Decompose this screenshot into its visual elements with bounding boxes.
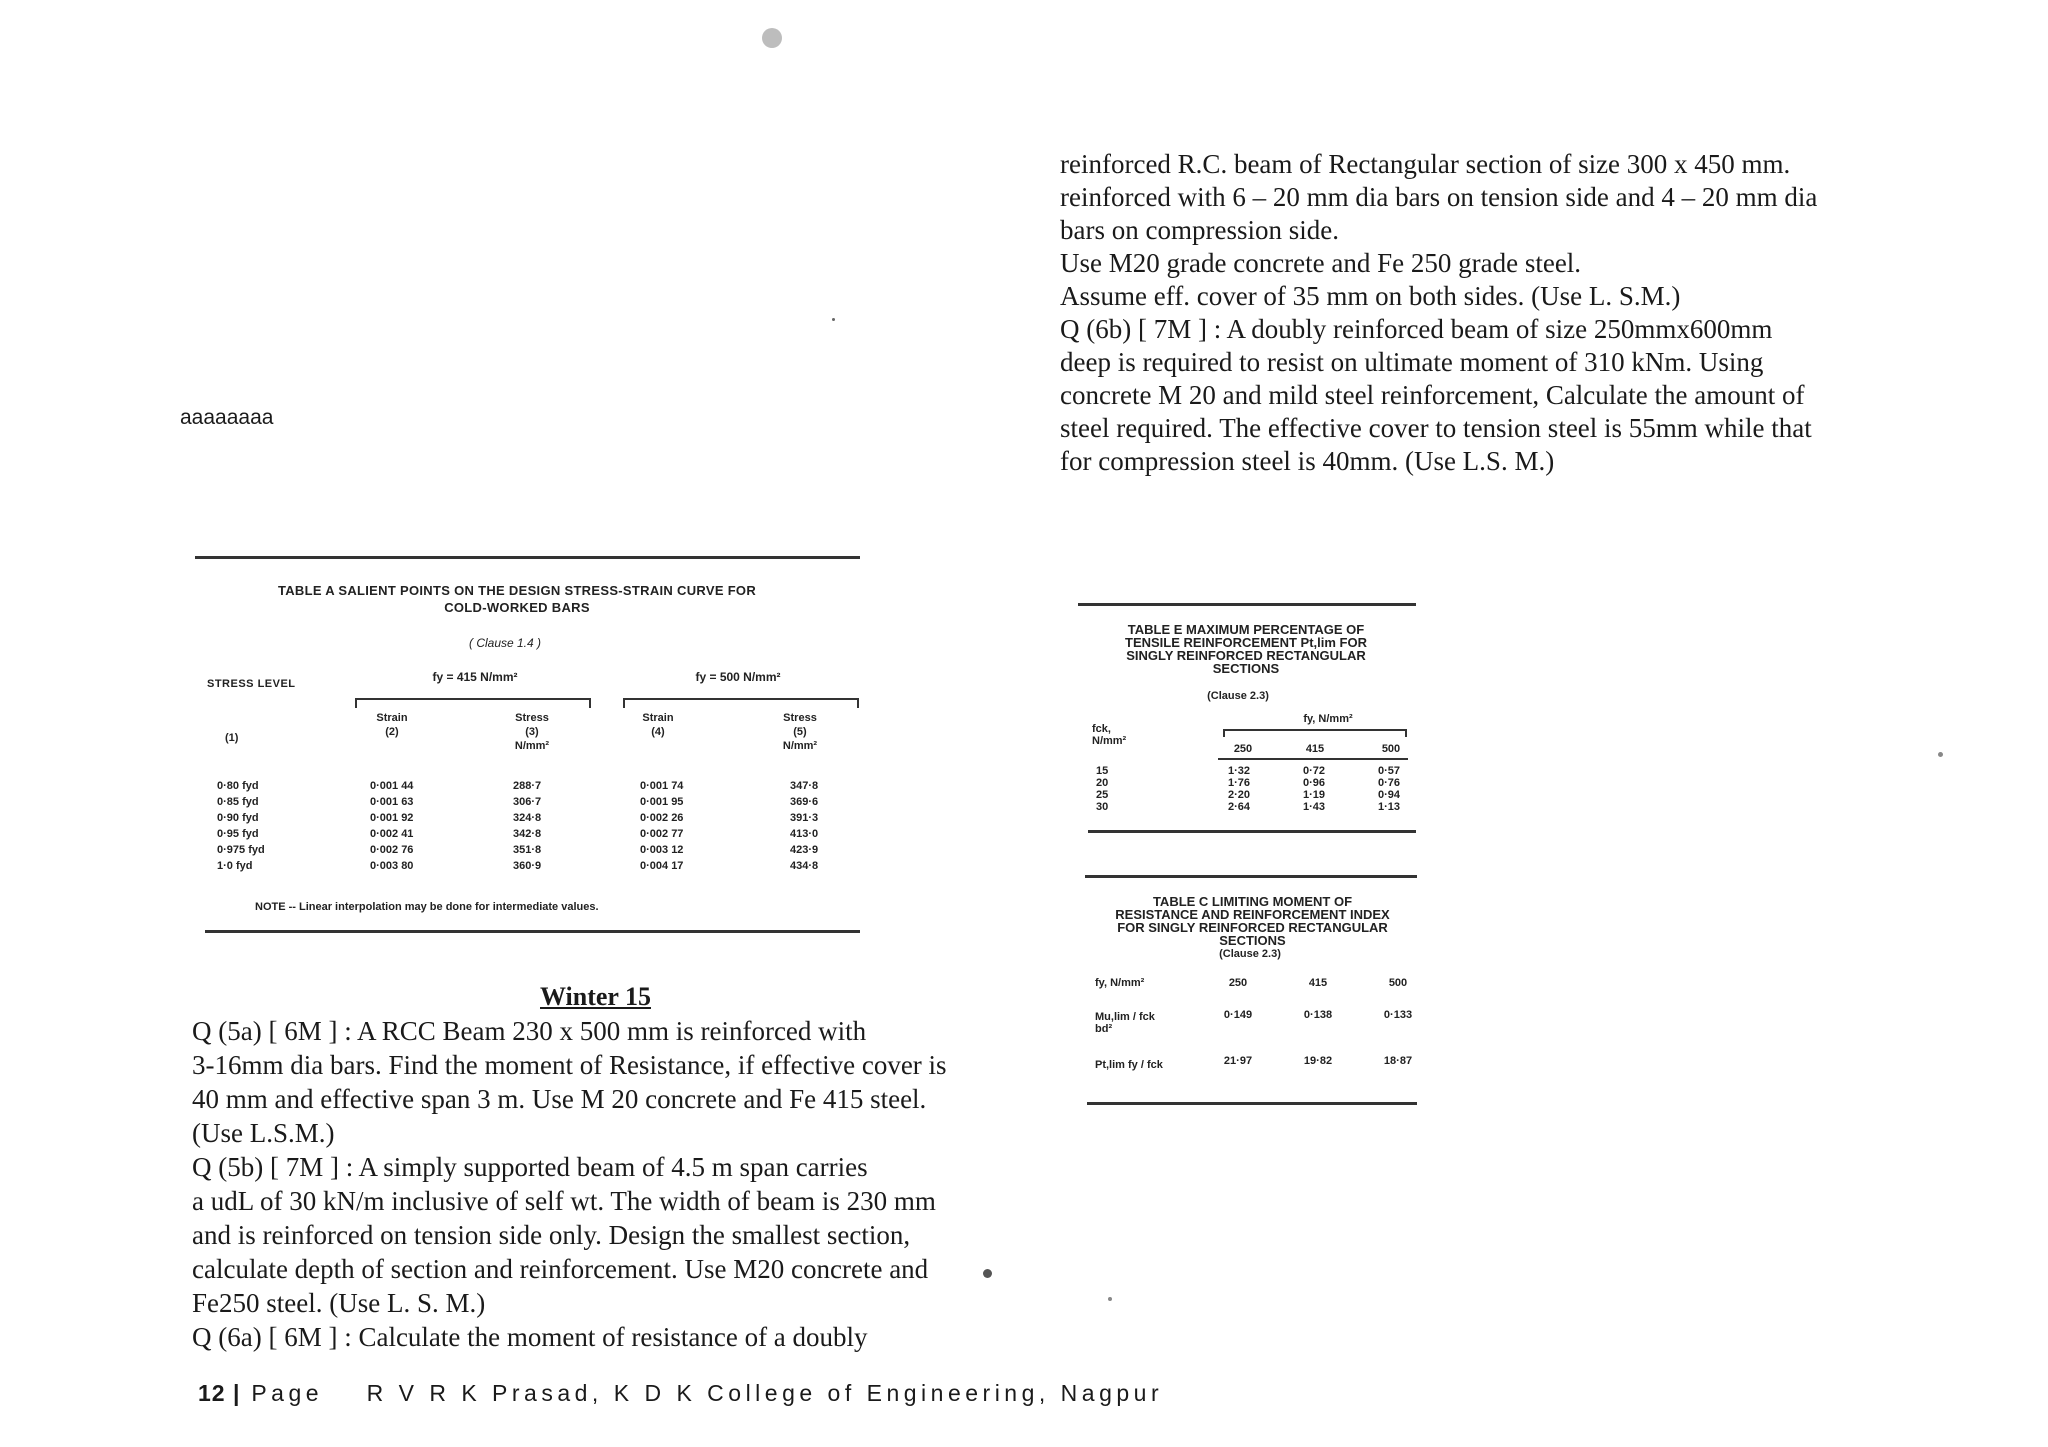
table-cell: 2·20 (1228, 789, 1251, 801)
table-cell: 1·32 (1228, 765, 1251, 777)
table-cell: 0·975 fyd (217, 844, 265, 856)
table-cell: 360·9 (513, 860, 542, 872)
text-line: reinforced R.C. beam of Rectangular section of size 300 x 450 mm. (1060, 149, 1791, 179)
table-rule (1218, 758, 1408, 760)
table-clause: (Clause 2.3) (1207, 690, 1269, 702)
text-line: Q (6a) [ 6M ] : Calculate the moment of resistance of a doubly (192, 1322, 868, 1352)
scan-speck (762, 28, 782, 48)
column-strain-415 (370, 778, 413, 874)
title-line: SECTIONS (1219, 933, 1286, 948)
table-e-max-percentage (1078, 603, 1418, 839)
winter-15-questions (192, 980, 1012, 1354)
table-cell: 1·19 (1303, 789, 1326, 801)
group-header-415: fy = 415 N/mm² (432, 670, 518, 684)
text-line: bars on compression side. (1060, 215, 1339, 245)
page-word: Page (251, 1380, 324, 1406)
column-500 (1378, 765, 1400, 813)
fy-header: fy, N/mm² (1303, 713, 1353, 725)
table-cell: 0·95 fyd (217, 828, 259, 840)
cell: 415 (1308, 977, 1328, 989)
text-line: reinforced with 6 – 20 mm dia bars on tension side and 4 – 20 mm dia (1060, 182, 1818, 212)
table-cell: 1·0 fyd (217, 860, 253, 872)
question-6-continuation (1060, 148, 1990, 478)
title-line: TABLE A SALIENT POINTS ON THE DESIGN STRESS-STRAIN CURVE FOR (277, 583, 757, 598)
table-cell: 0·85 fyd (217, 796, 259, 808)
table-cell: 1·13 (1378, 801, 1401, 813)
fck-header: fck, N/mm² (1092, 723, 1127, 747)
column-header: Stress (3) N/mm² (514, 712, 550, 752)
table-clause: (Clause 2.3) (1219, 948, 1281, 960)
table-cell: 0·76 (1378, 777, 1401, 789)
text-line: and is reinforced on tension side only. Design the smallest section, (192, 1220, 911, 1250)
table-cell: 0·003 12 (640, 844, 684, 856)
table-cell: 1·43 (1303, 801, 1326, 813)
table-cell: 0·001 44 (370, 780, 414, 792)
title-line: COLD-WORKED BARS (444, 600, 590, 615)
table-cell: 0·72 (1303, 765, 1326, 777)
text-line: deep is required to resist on ultimate moment of 310 kNm. Using (1060, 347, 1764, 377)
column-415 (1303, 765, 1325, 813)
column-stress-415 (513, 778, 541, 874)
table-cell: 0·96 (1303, 777, 1326, 789)
table-cell: 0·002 26 (640, 812, 684, 824)
title-line: SINGLY REINFORCED RECTANGULAR (1126, 648, 1366, 663)
table-cell: 391·3 (790, 812, 819, 824)
cell: 18·87 (1383, 1055, 1413, 1067)
table-cell: 0·001 74 (640, 780, 684, 792)
scan-speck (1938, 752, 1943, 757)
table-cell: 20 (1096, 777, 1109, 789)
table-cell: 0·001 95 (640, 796, 684, 808)
column-index: (1) (225, 732, 239, 744)
table-title (257, 582, 777, 616)
cell: 0·133 (1383, 1009, 1413, 1021)
text-line: Fe250 steel. (Use L. S. M.) (192, 1288, 486, 1318)
column-header: Strain (2) (376, 712, 408, 738)
group-brace (1223, 729, 1407, 737)
text-line: Q (6b) [ 7M ] : A doubly reinforced beam of size 250mmx600mm (1060, 314, 1773, 344)
table-cell: 0·90 fyd (217, 812, 259, 824)
footer-author: R V R K Prasad, K D K College of Engineering, Nagpur (366, 1380, 1164, 1406)
table-cell: 25 (1096, 789, 1109, 801)
title-line: TENSILE REINFORCEMENT Pt,lim FOR (1125, 635, 1367, 650)
column-header: 415 (1305, 743, 1325, 755)
table-cell: 413·0 (790, 828, 819, 840)
cell: 19·82 (1303, 1055, 1333, 1067)
stress-level-header: STRESS LEVEL (207, 678, 296, 690)
group-header-500: fy = 500 N/mm² (695, 670, 781, 684)
table-rule (1088, 830, 1416, 833)
table-cell: 423·9 (790, 844, 819, 856)
table-cell: 0·002 41 (370, 828, 414, 840)
column-stress-500 (790, 778, 818, 874)
scan-speck (832, 318, 835, 321)
table-cell: 30 (1096, 801, 1109, 813)
column-header: 250 (1233, 743, 1253, 755)
column-header: Strain (4) (642, 712, 674, 738)
table-cell: 0·002 77 (640, 828, 684, 840)
title-line: RESISTANCE AND REINFORCEMENT INDEX (1115, 907, 1390, 922)
page-number: 12 | (198, 1380, 241, 1406)
group-brace (623, 698, 859, 708)
cell: 0·138 (1303, 1009, 1333, 1021)
column-stress-level (217, 778, 265, 874)
table-rule (1085, 875, 1417, 878)
table-title (1096, 623, 1396, 675)
table-cell: 0·001 63 (370, 796, 414, 808)
table-cell: 288·7 (513, 780, 542, 792)
column-fck (1096, 765, 1108, 813)
cell: 21·97 (1223, 1055, 1253, 1067)
column-header: 500 (1381, 743, 1401, 755)
table-rule (1087, 1102, 1417, 1105)
table-cell: 351·8 (513, 844, 542, 856)
table-cell: 434·8 (790, 860, 819, 872)
title-line: SECTIONS (1212, 661, 1280, 676)
table-cell: 15 (1096, 765, 1109, 777)
text-line: Q (5b) [ 7M ] : A simply supported beam of 4.5 m span carries (192, 1152, 868, 1182)
table-cell: 324·8 (513, 812, 542, 824)
table-cell: 347·8 (790, 780, 819, 792)
table-cell: 0·002 76 (370, 844, 414, 856)
text-line: steel required. The effective cover to tension steel is 55mm while that (1060, 413, 1812, 443)
text-line: (Use L.S.M.) (192, 1118, 335, 1148)
stray-text: aaaaaaaa (180, 406, 274, 429)
text-line: a udL of 30 kN/m inclusive of self wt. The width of beam is 230 mm (192, 1186, 936, 1216)
title-line: TABLE C LIMITING MOMENT OF (1152, 894, 1353, 909)
table-c-limiting-moment (1085, 875, 1420, 1111)
table-note: NOTE -- Linear interpolation may be done for intermediate values. (255, 901, 599, 913)
title-line: FOR SINGLY REINFORCED RECTANGULAR (1117, 920, 1388, 935)
table-rule (195, 556, 860, 559)
table-clause: ( Clause 1.4 ) (468, 636, 542, 650)
table-rule (1078, 603, 1416, 606)
text-line: Q (5a) [ 6M ] : A RCC Beam 230 x 500 mm is reinforced with (192, 1016, 867, 1046)
table-title (1090, 895, 1415, 947)
text-line: Assume eff. cover of 35 mm on both sides. (Use L. S.M.) (1060, 281, 1681, 311)
table-cell: 0·57 (1378, 765, 1401, 777)
page-footer (198, 1380, 1163, 1407)
text-line: Use M20 grade concrete and Fe 250 grade steel. (1060, 248, 1582, 278)
group-brace (355, 698, 591, 708)
title-line: TABLE E MAXIMUM PERCENTAGE OF (1127, 622, 1365, 637)
text-line: 3-16mm dia bars. Find the moment of Resistance, if effective cover is (192, 1050, 947, 1080)
text-line: 40 mm and effective span 3 m. Use M 20 concrete and Fe 415 steel. (192, 1084, 927, 1114)
column-250 (1228, 765, 1250, 813)
row-label-pt: Pt,lim fy / fck (1095, 1059, 1163, 1071)
text-line: for compression steel is 40mm. (Use L.S. M.) (1060, 446, 1555, 476)
table-cell: 0·80 fyd (217, 780, 259, 792)
section-heading: Winter 15 (540, 982, 651, 1011)
table-cell: 306·7 (513, 796, 542, 808)
text-line: concrete M 20 and mild steel reinforcement, Calculate the amount of (1060, 380, 1805, 410)
text-line: calculate depth of section and reinforcement. Use M20 concrete and (192, 1254, 929, 1284)
cell: 250 (1228, 977, 1248, 989)
cell: 500 (1388, 977, 1408, 989)
cell: 0·149 (1223, 1009, 1253, 1021)
column-header: Stress (5) N/mm² (782, 712, 818, 752)
table-cell: 0·001 92 (370, 812, 414, 824)
table-rule (205, 930, 860, 933)
table-cell: 0·004 17 (640, 860, 684, 872)
table-cell: 0·003 80 (370, 860, 414, 872)
scan-speck (1108, 1297, 1112, 1301)
table-cell: 0·94 (1378, 789, 1401, 801)
row-label-mu: Mu,lim / fck bd² (1095, 1011, 1155, 1035)
column-strain-500 (640, 778, 683, 874)
table-a-stress-strain (195, 556, 860, 936)
table-cell: 342·8 (513, 828, 542, 840)
table-cell: 1·76 (1228, 777, 1251, 789)
table-cell: 2·64 (1228, 801, 1251, 813)
row-label-fy: fy, N/mm² (1095, 977, 1145, 989)
table-cell: 369·6 (790, 796, 819, 808)
